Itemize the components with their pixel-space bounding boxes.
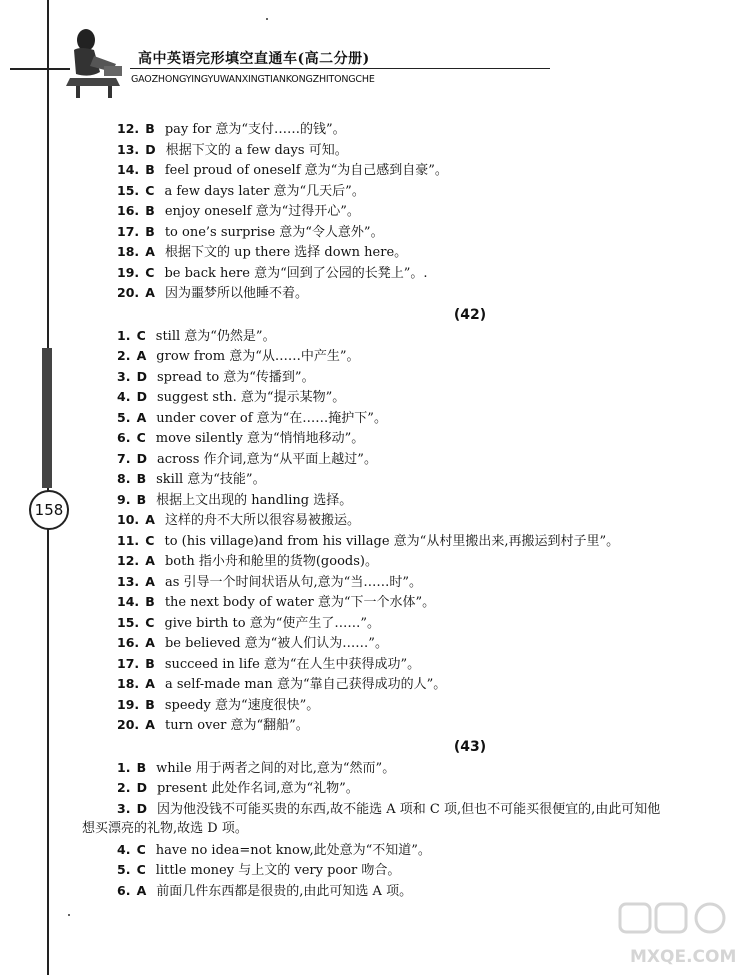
answer-item [100,674,730,695]
explanation-text: to (his village)and from his village 意为“从村里搬出来,再搬运到村子里”。 [164,533,620,549]
item-number: 18. [117,244,140,259]
answer-item [100,572,730,593]
answer-letter: D [136,780,147,795]
explanation-text: 因为他没钱不可能买贵的东西,故不能选 A 项和 C 项,但也不可能买很便宜的,由此可知他 [156,801,661,817]
answer-item [100,387,730,408]
explanation-text: to one’s surprise 意为“令人意外”。 [164,224,384,240]
explanation-text: both 指小舟和舱里的货物(goods)。 [164,554,378,569]
answer-letter: B [145,162,155,177]
explanation-text: 因为噩梦所以他睡不着。 [164,286,308,301]
explanation-text: spread to 意为“传播到”。 [156,369,315,385]
answer-item [100,408,730,429]
item-number: 3. [117,368,131,384]
answer-item [100,758,730,779]
answer-list [82,119,730,901]
answer-letter: B [145,121,155,136]
explanation-text: under cover of 意为“在……掩护下”。 [156,410,387,426]
answer-item [100,654,730,675]
item-number: 1. [117,327,131,343]
explanation-text: a few days later 意为“几天后”。 [164,183,365,199]
item-number: 3. [117,800,131,816]
answer-item [100,592,730,613]
item-number: 15. [117,614,140,630]
answer-item [100,222,730,243]
answer-item [100,799,730,820]
answer-letter: A [145,676,155,691]
header-rule [130,68,550,69]
item-number: 13. [117,573,140,589]
answer-letter: C [145,532,155,548]
header-subtitle: GAOZHONGYINGYUWANXINGTIANKONGZHITONGCHE [131,74,375,85]
answer-letter: C [136,841,146,857]
explanation-text: speedy 意为“速度很快”。 [164,697,320,713]
section-heading: (42) [453,306,487,323]
explanation-text: suggest sth. 意为“提示某物”。 [156,390,346,405]
answer-letter: C [145,264,155,280]
answer-letter: D [136,450,147,466]
item-number: 2. [117,348,131,363]
answer-letter: A [145,512,155,527]
answer-item [100,551,730,572]
explanation-text: 前面几件东西都是很贵的,由此可知选 A 项。 [156,883,413,899]
answer-item [100,490,730,511]
explanation-text: 根据上文出现的 handling 选择。 [156,492,353,508]
answer-item [100,633,730,654]
answer-item [100,695,730,716]
item-number: 4. [117,841,131,857]
explanation-text: skill 意为“技能”。 [156,472,266,487]
explanation-text: 根据下文的 a few days 可知。 [165,142,348,158]
answer-letter: A [145,573,155,589]
answer-item [100,242,730,263]
item-number: 20. [117,285,140,300]
explanation-text: turn over 意为“翻船”。 [164,718,309,733]
explanation-text: give birth to 意为“使产生了……”。 [164,615,381,631]
answer-letter: A [145,553,155,568]
section-heading: (43) [453,738,487,755]
speck [266,18,268,20]
answer-letter: A [145,244,155,259]
explanation-text: present 此处作名词,意为“礼物”。 [156,781,359,796]
answer-letter: A [136,882,147,898]
explanation-text: a self-made man 意为“靠自己获得成功的人”。 [164,677,447,692]
item-number: 13. [117,141,140,157]
answer-item [100,778,730,799]
answer-letter: C [136,862,146,877]
answer-item [100,428,730,449]
answer-letter: B [136,471,147,486]
answer-item [100,613,730,634]
answer-item [100,346,730,367]
answer-item [100,283,730,304]
item-number: 19. [117,264,140,280]
item-number: 15. [117,182,140,198]
item-number: 5. [117,862,131,877]
explanation-text: as 引导一个时间状语从句,意为“当……时”。 [164,574,422,590]
explanation-text: be believed 意为“被人们认为……”。 [164,636,388,651]
answer-letter: B [145,696,155,712]
explanation-text: succeed in life 意为“在人生中获得成功”。 [164,656,421,672]
answer-item [100,201,730,222]
watermark-logo-icon [560,900,745,970]
answer-letter: D [136,389,147,404]
answer-letter: A [145,635,155,650]
answer-letter: B [136,491,147,507]
answer-item [100,367,730,388]
answer-item [100,860,730,881]
answer-item [100,840,730,861]
item-number: 5. [117,409,131,425]
answer-letter: A [136,348,147,363]
item-number: 20. [117,717,140,732]
answer-item [100,181,730,202]
item-number: 17. [117,655,140,671]
page-number: 158 [29,490,69,530]
answer-letter: C [136,430,146,445]
item-number: 4. [117,389,131,404]
answer-item [100,449,730,470]
item-number: 18. [117,676,140,691]
explanation-text: pay for 意为“支付……的钱”。 [164,122,346,137]
answer-letter: C [136,327,146,343]
answer-item [100,531,730,552]
item-number: 16. [117,635,140,650]
item-number: 1. [117,759,131,775]
answer-item [100,263,730,284]
watermark-text: MXQE.COM [630,947,737,967]
answer-letter: D [136,368,147,384]
item-number: 14. [117,162,140,177]
explanation-text: 这样的舟不大所以很容易被搬运。 [164,513,360,528]
speck [68,914,70,916]
answer-letter: D [145,141,156,157]
explanation-text: the next body of water 意为“下一个水体”。 [164,595,436,610]
item-number: 6. [117,430,131,445]
answer-letter: B [145,223,155,239]
explanation-text: still 意为“仍然是”。 [155,328,276,344]
explanation-text: 根据下文的 up there 选择 down here。 [164,245,408,260]
answer-letter: B [145,594,155,609]
item-number: 10. [117,512,140,527]
explanation-text: be back here 意为“回到了公园的长凳上”。. [164,265,428,281]
answer-letter: B [145,655,155,671]
answer-letter: D [136,800,147,816]
item-number: 9. [117,491,131,507]
item-number: 7. [117,450,131,466]
explanation-text: feel proud of oneself 意为“为自己感到自豪”。 [164,163,448,178]
item-number: 8. [117,471,131,486]
item-number: 2. [117,780,131,795]
answer-letter: C [145,182,155,198]
item-number: 19. [117,696,140,712]
answer-item [100,326,730,347]
item-number: 12. [117,553,140,568]
explanation-text: have no idea=not know,此处意为“不知道”。 [155,842,431,858]
explanation-text: grow from 意为“从……中产生”。 [156,349,360,364]
answer-item [100,510,730,531]
explanation-text: while 用于两者之间的对比,意为“然而”。 [156,760,396,776]
item-number: 6. [117,882,131,898]
explanation-text: little money 与上文的 very poor 吻合。 [155,863,401,878]
answer-item [100,881,730,902]
header-title: 高中英语完形填空直通车(高二分册) [138,51,370,67]
answer-letter: A [145,717,155,732]
item-number: 16. [117,203,140,218]
answer-letter: B [145,203,155,218]
explanation-text: move silently 意为“悄悄地移动”。 [155,431,365,446]
margin-decoration-bar [42,348,52,488]
item-number: 14. [117,594,140,609]
answer-item [100,119,730,140]
item-number: 11. [117,532,140,548]
item-number: 17. [117,223,140,239]
answer-item [100,469,730,490]
answer-letter: B [136,759,147,775]
item-number: 12. [117,121,140,136]
answer-item [100,160,730,181]
answer-letter: A [136,409,147,425]
answer-item [100,715,730,736]
answer-letter: C [145,614,155,630]
answer-continuation: 想买漂亮的礼物,故选 D 项。 [82,821,248,836]
answer-letter: A [145,285,155,300]
reading-girl-logo-icon [60,20,130,100]
explanation-text: enjoy oneself 意为“过得开心”。 [164,204,360,219]
answer-item [100,140,730,161]
explanation-text: across 作介词,意为“从平面上越过”。 [156,451,377,467]
